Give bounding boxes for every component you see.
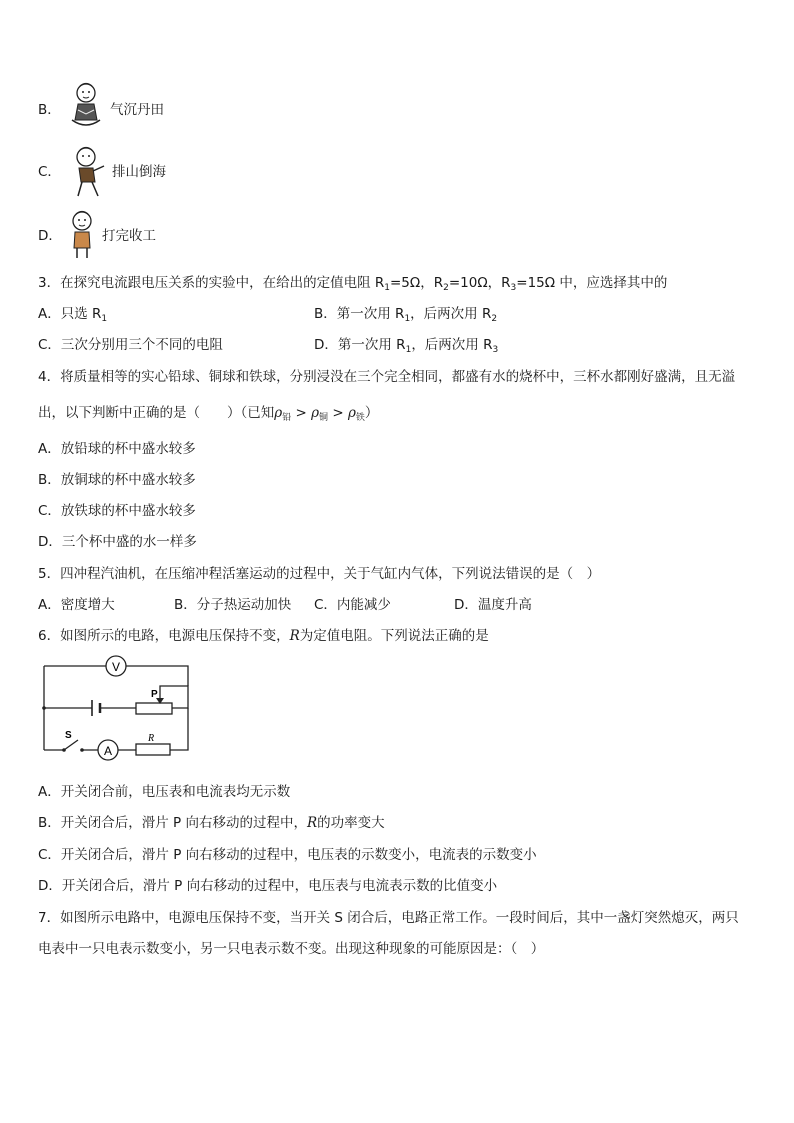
svg-text:V: V <box>111 660 121 674</box>
q2-option-b-letter: B． <box>38 102 61 118</box>
ammeter <box>98 740 118 760</box>
q7-stem-line2: 电表中一只电表示数变小，另一只电表示数不变。出现这种现象的可能原因是：（ ） <box>38 941 545 957</box>
q2-option-b-text: 气沉丹田 <box>110 102 164 118</box>
q2-option-d-letter: D． <box>38 228 62 244</box>
cartoon-figure-meditating-icon <box>66 80 106 130</box>
q6-option-a: A．开关闭合前，电压表和电流表均无示数 <box>38 784 291 800</box>
q3-option-d: D．第一次用 $R_1$，后两次用 $R_3$ <box>314 337 499 355</box>
q4-option-d: D．三个杯中盛的水一样多 <box>38 534 197 550</box>
q3-option-c: C．三次分别用三个不同的电阻 <box>38 337 223 353</box>
q3-option-b: B．第一次用 $R_1$，后两次用 $R_2$ <box>314 306 498 324</box>
q5-option-c: C．内能减少 <box>314 597 391 613</box>
q3-stem: 3．在探究电流跟电压关系的实验中，在给出的定值电阻 $R_1=5\Omega$，$R_2=10\Omega$，$R_3=15\Omega$ 中，应选择其中的 <box>38 275 668 293</box>
q4-option-a: A．放铅球的杯中盛水较多 <box>38 441 196 457</box>
q4-option-c: C．放铁球的杯中盛水较多 <box>38 503 196 519</box>
circuit-diagram <box>38 652 198 764</box>
cartoon-figure-pushing-icon <box>68 144 108 200</box>
q2-option-c-letter: C． <box>38 164 61 180</box>
cartoon-figure-standing-icon <box>64 208 100 260</box>
q6-option-c: C．开关闭合后，滑片 P 向右移动的过程中，电压表的示数变小，电流表的示数变小 <box>38 847 537 863</box>
q5-option-a: A．密度增大 <box>38 597 115 613</box>
q4-option-b: B．放铜球的杯中盛水较多 <box>38 472 196 488</box>
q5-option-d: D．温度升高 <box>454 597 532 613</box>
q5-stem: 5．四冲程汽油机，在压缩冲程活塞运动的过程中，关于气缸内气体，下列说法错误的是（ ） <box>38 566 601 582</box>
resistor-label: R <box>148 733 155 744</box>
q2-option-c-text: 排山倒海 <box>112 164 166 180</box>
q6-option-b: B．开关闭合后，滑片 P 向右移动的过程中，R的功率变大 <box>38 815 385 831</box>
q4-stem-line2: 出，以下判断中正确的是（ ）（已知$\rho_铅 > \rho_铜 > \rho_铁$） <box>38 405 379 423</box>
q3-option-a: A．只选 $R_1$ <box>38 306 108 324</box>
q6-stem: 6．如图所示的电路，电源电压保持不变，R为定值电阻。下列说法正确的是 <box>38 628 489 644</box>
q5-option-b: B．分子热运动加快 <box>174 597 292 613</box>
q7-stem-line1: 7．如图所示电路中，电源电压保持不变，当开关 S 闭合后，电路正常工作。一段时间后，其中一盏灯突然熄灭，两只 <box>38 910 739 926</box>
slider-label: P <box>151 689 158 700</box>
q2-option-d-text: 打完收工 <box>102 228 156 244</box>
switch-label: S <box>65 730 72 741</box>
q6-option-d: D．开关闭合后，滑片 P 向右移动的过程中，电压表与电流表示数的比值变小 <box>38 878 498 894</box>
svg-text:A: A <box>103 744 113 758</box>
voltmeter <box>106 656 126 676</box>
q4-stem-line1: 4．将质量相等的实心铅球、铜球和铁球，分别浸没在三个完全相同，都盛有水的烧杯中，三杯水都刚好盛满，且无溢 <box>38 369 736 385</box>
